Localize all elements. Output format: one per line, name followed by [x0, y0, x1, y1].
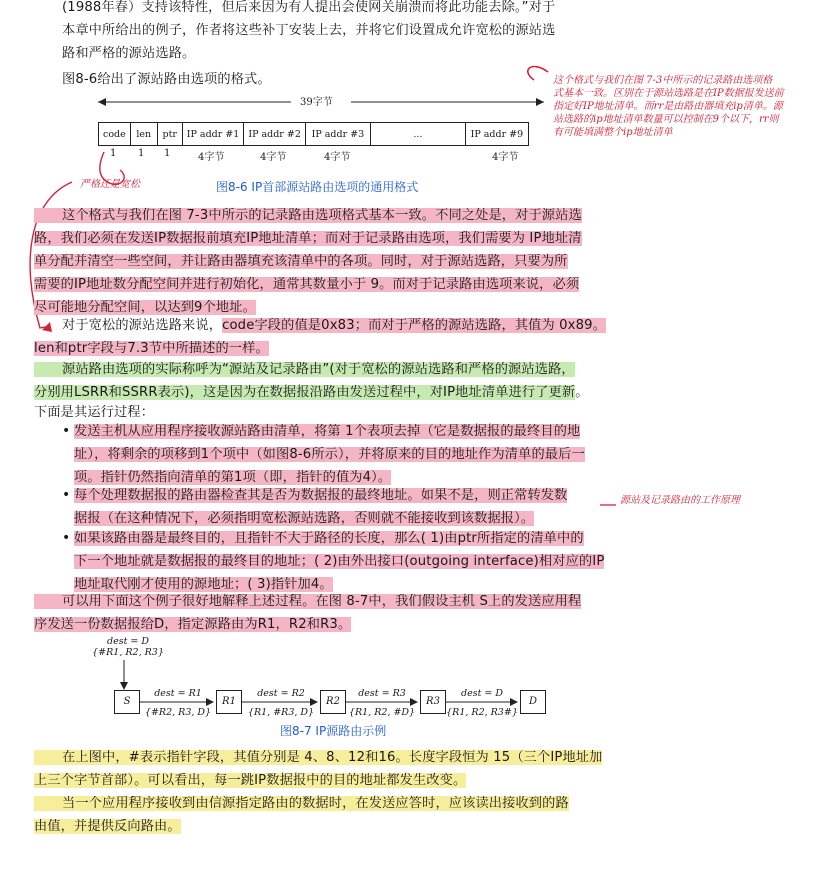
para6-line2: 由值，并提供反向路由。 [34, 819, 181, 834]
para4-line2: 序发送一份数据报给D，指定源路由为R1，R2和R3。 [34, 617, 352, 632]
para1-line1: 这个格式与我们在图 7-3中所示的记录路由选项格式基本一致。不同之处是，对于源站选 [34, 208, 582, 223]
field-ip-addr-3: IP addr #3 [305, 123, 370, 146]
bullet-dot: • [62, 423, 71, 439]
para5-line2: 上三个字节首部）。可以看出，每一跳IP数据报中的目的地址都发生改变。 [34, 773, 467, 788]
bullet-dot: • [62, 530, 71, 546]
top-line-2: 本章中所给出的例子，作者将这些补丁安装上去，并将它们设置成允许宽松的源站选 [62, 23, 556, 38]
para3-line3: 下面是其运行过程： [34, 405, 155, 420]
para6-line1: 当一个应用程序接收到由信源指定路由的数据时，在发送应答时，应该读出接收到的路 [34, 796, 569, 811]
para1-line3: 单分配并清空一些空间，并让路由器填充该清单中的各项。同时，对于源站选路，只要为所 [34, 254, 568, 269]
field-ellipsis: ... [370, 123, 465, 146]
para4-line1: 可以用下面这个例子很好地解释上述过程。在图 8-7中，我们假设主机 S上的发送应用程 [34, 594, 581, 609]
handwritten-note-format: 这个格式与我们在图 7-3中所示的记录路由选项格 式基本一致。区别在于源站选路是在IP数据报发送前 指定好IP地址清单。而rr是由路由器填充ip清单。源 站选路的ip地址清单数量可以控制在9个以下，rr则 有可能填满整个ip地址清单 [553, 75, 784, 138]
bullet-pointer-arrow [600, 500, 620, 510]
link-label-3: dest = R3 {R1, R2, #D} [348, 688, 416, 718]
fig6-caption: 图8-6 IP首部源站路由选项的通用格式 [216, 180, 419, 194]
field-ip-addr-1: IP addr #1 [182, 123, 244, 146]
para3-line2: 分别用LSRR和SSRR表示)，这是因为在数据报沿路由发送过程中，对IP地址清单进行了更新 [34, 385, 576, 400]
total-length-label: 39字节 [300, 97, 333, 108]
para5-line1: 在上图中，#表示指针字段，其值分别是 4、8、12和16。长度字段恒为 15（三个IP地址加 [34, 750, 602, 765]
fig6-intro: 图8-6给出了源站路由选项的格式。 [62, 72, 271, 87]
initial-dest-label: dest = D {#R1, R2, R3} [92, 636, 164, 658]
node-r3: R3 [420, 690, 446, 714]
top-line-1: (1988年春）支持该特性，但后来因为有人提出会使网关崩溃而将此功能去除。”对于 [62, 0, 556, 15]
bullet-3: 如果该路由器是最终目的，且指针不大于路径的长度，那么( 1)由ptr所指定的清单中的 下一个地址就是数据报的最终目的地址；( 2)由外出接口(outgoing interface)相对应的IP 地址取代刚才使用的源地址；( 3)指针加4。 [74, 531, 605, 592]
handwritten-note-side: 源站及记录路由的工作原理 [620, 495, 740, 506]
unit-addr1: 4字节 [198, 152, 225, 163]
link-label-1: dest = R1 {#R2, R3, D} [144, 688, 212, 718]
unit-code: 1 [110, 148, 117, 159]
para1-line5: 尽可能地分配空间，以达到9个地址。 [34, 300, 256, 315]
bullet-1: 发送主机从应用程序接收源站路由清单，将第 1个表项去掉（它是数据报的最终目的地 址），将剩余的项移到1个项中（如图8-6所示），并将原来的目的地址作为清单的最后一 项。指针仍然指向清单的第1项（即，指针的值为4）。 [74, 424, 585, 485]
field-len: len [130, 123, 157, 146]
para1-line2: 路，我们必须在发送IP数据报前填充IP地址清单；而对于记录路由选项，我们需要为 IP地址清 [34, 231, 582, 246]
field-ip-addr-9: IP addr #9 [465, 123, 528, 146]
field-code: code [99, 123, 131, 146]
handwritten-note-strict: 严格还是宽松 [80, 179, 140, 190]
para2-line2: len和ptr字段与7.3节中所描述的一样。 [34, 341, 269, 356]
node-r2: R2 [320, 690, 346, 714]
bullet-2: 每个处理数据报的路由器检查其是否为数据报的最终地址。如果不是，则正常转发数 据报（在这种情况下，必须指明宽松源站选路，否则就不能接收到该数据报）。 [74, 488, 568, 526]
unit-ptr: 1 [164, 148, 171, 159]
link-label-4: dest = D {R1, R2, R3#} [446, 688, 518, 718]
link-label-2: dest = R2 {R1, #R3, D} [247, 688, 315, 718]
field-ptr: ptr [157, 123, 182, 146]
node-d: D [520, 690, 546, 714]
unit-addr2: 4字节 [260, 152, 287, 163]
node-s: S [114, 690, 140, 714]
para2-line1a: 对于宽松的源站选路来说， [62, 318, 223, 333]
field-ip-addr-2: IP addr #2 [244, 123, 306, 146]
unit-addr3: 4字节 [324, 152, 351, 163]
fig7-caption: 图8-7 IP源路由示例 [280, 724, 387, 738]
top-line-3: 路和严格的源站选路。 [62, 46, 196, 61]
unit-len: 1 [138, 148, 145, 159]
para1-line4: 需要的IP地址数分配空间并进行初始化，通常其数量小于 9。而对于记录路由选项来说，必须 [34, 277, 580, 292]
node-r1: R1 [216, 690, 242, 714]
para3-line1: 源站路由选项的实际称呼为“源站及记录路由”(对于宽松的源站选路和严格的源站选路， [34, 362, 575, 377]
bullet-dot: • [62, 487, 71, 503]
para2-line1b: code字段的值是0x83；而对于严格的源站选路，其值为 0x89。 [222, 318, 607, 333]
unit-addr9: 4字节 [492, 152, 519, 163]
